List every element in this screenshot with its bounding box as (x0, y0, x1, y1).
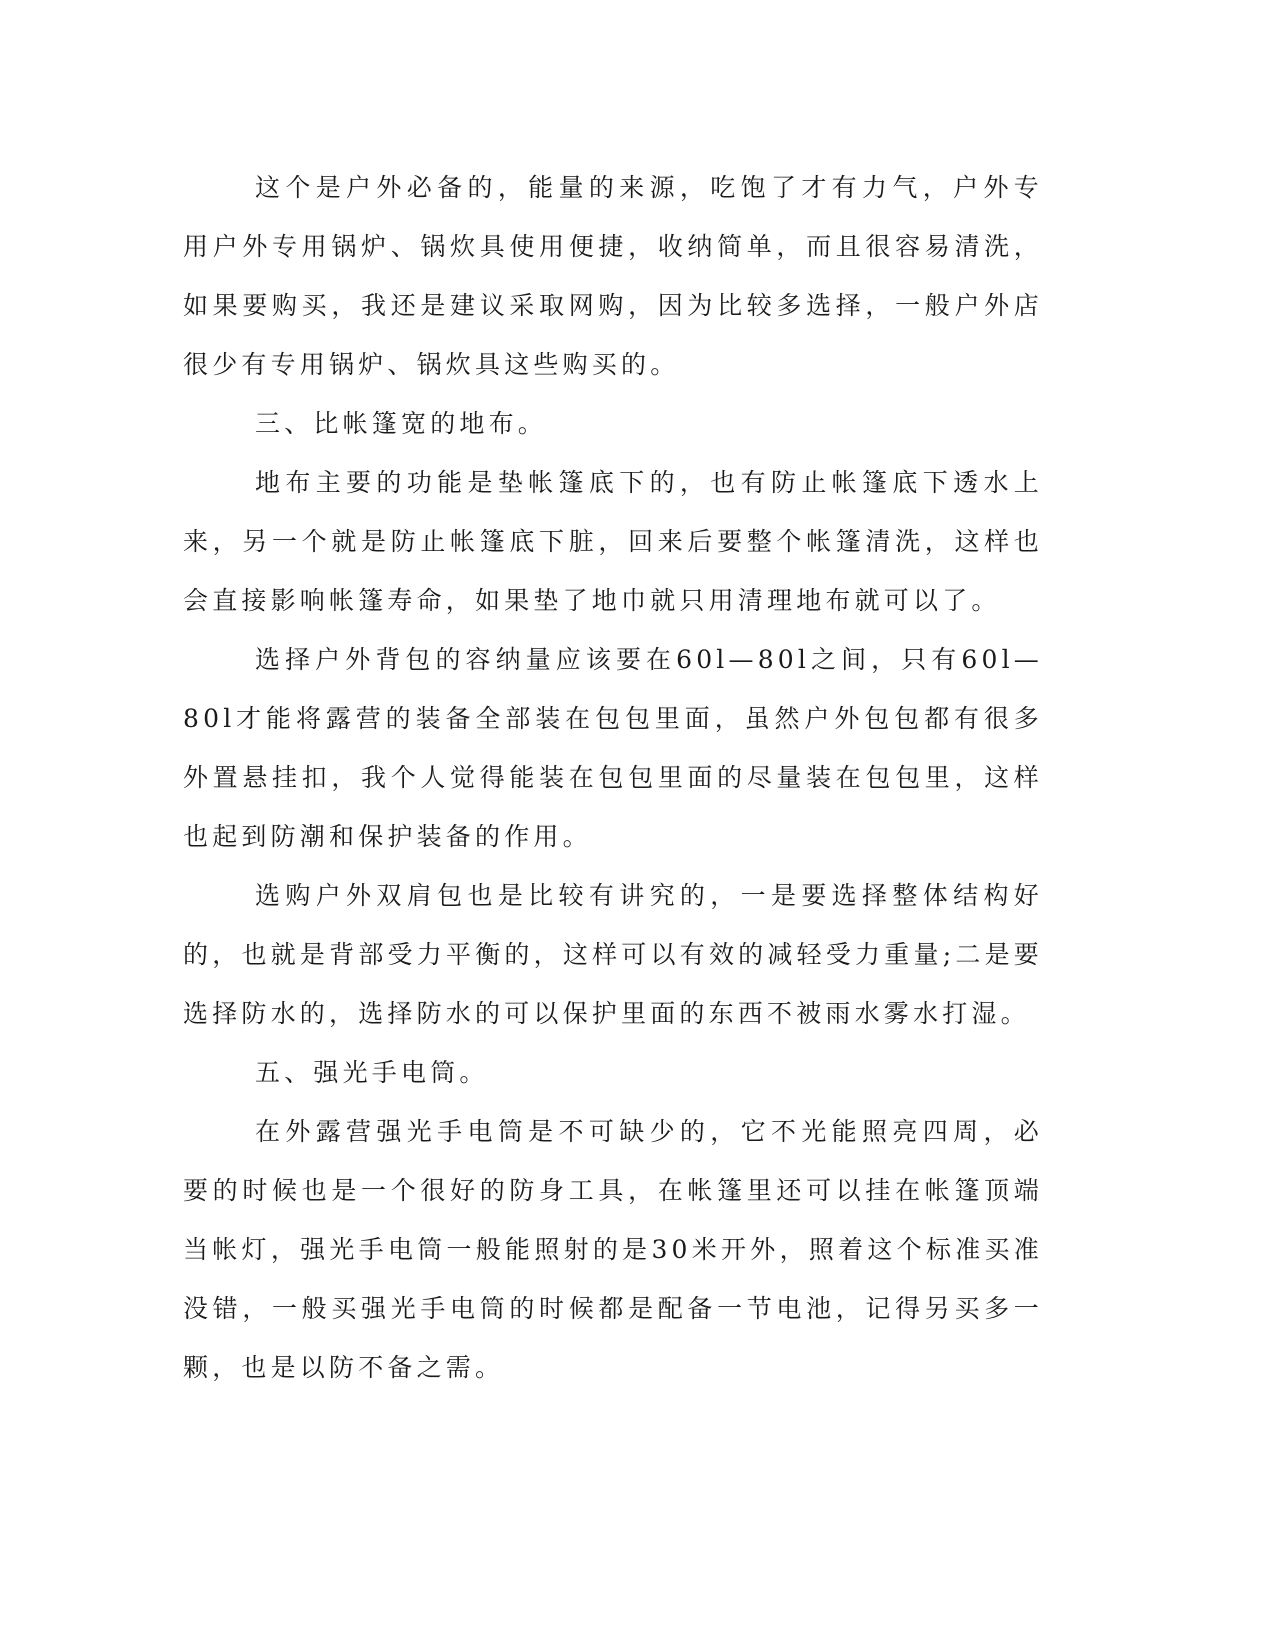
paragraph-cookware: 这个是户外必备的，能量的来源，吃饱了才有力气，户外专用户外专用锅炉、锅炊具使用便捷，收纳简单，而且很容易清洗，如果要购买，我还是建议采取网购，因为比较多选择，一般户外店很少有专用锅炉、锅炊具这些购买的。 (183, 173, 1043, 379)
paragraph-ground-cloth: 地布主要的功能是垫帐篷底下的，也有防止帐篷底下透水上来，另一个就是防止帐篷底下脏，回来后要整个帐篷清洗，这样也会直接影响帐篷寿命，如果垫了地巾就只用清理地布就可以了。 (183, 468, 1043, 615)
paragraph-flashlight: 在外露营强光手电筒是不可缺少的，它不光能照亮四周，必要的时候也是一个很好的防身工具，在帐篷里还可以挂在帐篷顶端当帐灯，强光手电筒一般能照射的是30米开外，照着这个标准买准没错，一般买强光手电筒的时候都是配备一节电池，记得另买多一颗，也是以防不备之需。 (183, 1117, 1043, 1382)
document-body (183, 158, 1043, 1397)
section-heading-flashlight: 五、强光手电筒。 (255, 1058, 489, 1087)
paragraph-backpack-capacity: 选择户外背包的容纳量应该要在60l—80l之间，只有60l—80l才能将露营的装备全部装在包包里面，虽然户外包包都有很多外置悬挂扣，我个人觉得能装在包包里面的尽量装在包包里，这样也起到防潮和保护装备的作用。 (183, 645, 1043, 851)
section-heading-ground-cloth: 三、比帐篷宽的地布。 (255, 409, 548, 438)
paragraph-backpack-selection: 选购户外双肩包也是比较有讲究的，一是要选择整体结构好的，也就是背部受力平衡的，这样可以有效的减轻受力重量;二是要选择防水的，选择防水的可以保护里面的东西不被雨水雾水打湿。 (183, 881, 1043, 1028)
